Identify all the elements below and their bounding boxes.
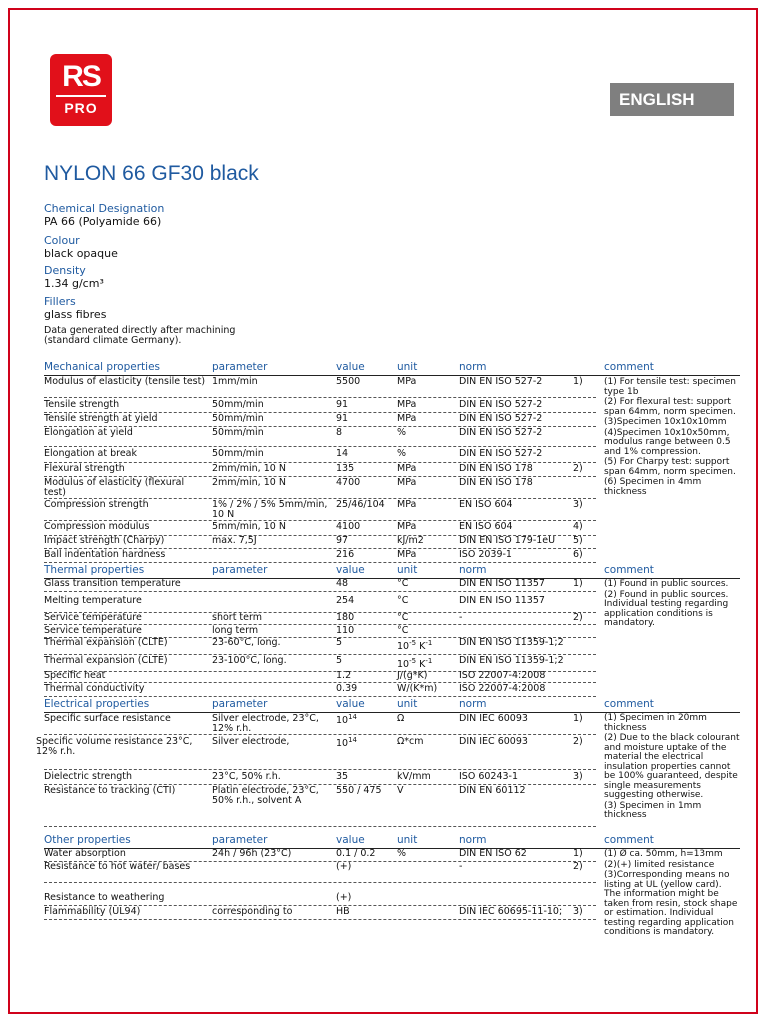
unit-tail-exponent: -1	[425, 657, 433, 665]
unit-cell	[397, 449, 457, 459]
value-text: 1.2	[336, 670, 352, 681]
value-text: 4700	[336, 477, 361, 488]
unit-cell	[397, 786, 457, 796]
unit-text: V	[397, 785, 404, 796]
property-name: Specific volume resistance 23°C, 12% r.h.	[36, 736, 193, 757]
section-title: Electrical properties	[44, 698, 150, 710]
col-parameter: parameter	[212, 698, 268, 710]
value-text: 180	[336, 612, 355, 623]
col-norm: norm	[459, 698, 487, 710]
parameter-cell: Silver electrode,	[212, 736, 290, 747]
col-parameter: parameter	[212, 834, 268, 846]
comment-note: (1) Found in public sources.	[604, 579, 729, 589]
norm-cell: DIN EN ISO 179-1eU	[459, 535, 556, 546]
value-text: 10	[336, 715, 349, 726]
table-row	[44, 579, 596, 592]
reference-cell: 1)	[573, 376, 583, 387]
colour-label: Colour	[44, 234, 80, 247]
norm-cell: DIN EN ISO 62	[459, 848, 527, 859]
table-row	[44, 400, 596, 413]
value-cell	[336, 713, 396, 726]
norm-cell: EN ISO 604	[459, 521, 513, 532]
unit-text: 10	[397, 641, 410, 652]
value-text: 5500	[336, 376, 361, 387]
comment-note: (3) Specimen in 1mm thickness	[604, 800, 702, 820]
col-norm: norm	[459, 361, 487, 373]
value-text: 8	[336, 427, 343, 438]
reference-cell: 5)	[573, 535, 583, 546]
unit-text: MPa	[397, 463, 417, 474]
unit-cell	[397, 522, 457, 532]
norm-cell: DIN EN ISO 178	[459, 463, 533, 474]
reference-cell: 2)	[573, 736, 583, 747]
comment-note: (1) For tensile test: specimen type 1b	[604, 377, 736, 397]
value-cell	[336, 550, 396, 560]
col-comment: comment	[604, 564, 654, 576]
unit-text: MPa	[397, 549, 417, 560]
parameter-cell: 24h / 96h (23°C)	[212, 848, 292, 859]
parameter-cell: long term	[212, 625, 259, 636]
property-name: Compression modulus	[44, 521, 150, 532]
parameter-cell: 1% / 2% / 5% 5mm/min, 10 N	[212, 499, 328, 520]
property-name: Ball indentation hardness	[44, 549, 166, 560]
property-name: Flammability (UL94)	[44, 906, 141, 917]
table-row	[44, 862, 596, 883]
parameter-cell: Platin electrode, 23°C, 50% r.h., solvent A	[212, 785, 319, 806]
unit-text: MPa	[397, 399, 417, 410]
value-cell	[336, 500, 396, 510]
reference-cell: 3)	[573, 906, 583, 917]
col-unit: unit	[397, 834, 418, 846]
value-text: 91	[336, 413, 349, 424]
value-cell	[336, 772, 396, 782]
property-name: Glass transition temperature	[44, 578, 181, 589]
table-row	[44, 449, 596, 463]
electrical-comments	[604, 714, 740, 822]
col-parameter: parameter	[212, 361, 268, 373]
parameter-cell: 5mm/min, 10 N	[212, 521, 286, 532]
table-row	[44, 714, 596, 735]
chemical-designation-value: PA 66 (Polyamide 66)	[44, 215, 162, 228]
property-name: Thermal expansion (CLTE)	[44, 655, 168, 666]
electrical-header	[44, 699, 740, 713]
norm-cell: DIN EN ISO 527-2	[459, 413, 543, 424]
property-name: Specific surface resistance	[44, 713, 171, 724]
unit-exponent: -5	[409, 657, 417, 665]
unit-text: Ω*cm	[397, 736, 424, 747]
value-text: 0.1 / 0.2	[336, 848, 376, 859]
comment-note: (1) Specimen in 20mm thickness	[604, 713, 707, 733]
value-cell	[336, 638, 396, 648]
unit-cell	[397, 639, 457, 652]
unit-text: °C	[397, 612, 409, 623]
comment-note: (2) For flexural test: support span 64mm, norm specimen.	[604, 397, 736, 417]
value-exponent: 14	[348, 713, 358, 721]
value-cell	[336, 428, 396, 438]
norm-cell: DIN EN ISO 11359-1;2	[459, 655, 564, 666]
col-comment: comment	[604, 361, 654, 373]
value-cell	[336, 613, 396, 623]
value-text: 110	[336, 625, 355, 636]
unit-text: °C	[397, 625, 409, 636]
parameter-cell: 50mm/min	[212, 448, 264, 459]
comment-note: (4)Specimen 10x10x50mm, modulus range between 0.5 and 1% compression.	[604, 427, 731, 457]
table-row	[44, 613, 596, 625]
property-name: Modulus of elasticity (flexural test)	[44, 477, 185, 498]
table-row	[44, 786, 596, 827]
table-row	[44, 638, 596, 655]
reference-cell: 2)	[573, 861, 583, 872]
parameter-cell: 50mm/min	[212, 427, 264, 438]
logo-rs-text: RS	[62, 60, 100, 93]
value-cell	[336, 596, 396, 606]
density-value: 1.34 g/cm³	[44, 277, 104, 290]
reference-cell: 2)	[573, 612, 583, 623]
unit-cell	[397, 414, 457, 424]
value-text: 10	[336, 738, 349, 749]
norm-cell: -	[459, 612, 463, 623]
property-name: Tensile strength at yield	[44, 413, 158, 424]
colour-value: black opaque	[44, 247, 118, 260]
property-name: Melting temperature	[44, 595, 142, 606]
value-text: (+)	[336, 861, 352, 872]
unit-text: °C	[397, 595, 409, 606]
col-value: value	[336, 698, 365, 710]
norm-cell: DIN EN ISO 11359-1;2	[459, 637, 564, 648]
value-cell	[336, 907, 396, 917]
parameter-cell: short term	[212, 612, 262, 623]
unit-text: MPa	[397, 376, 417, 387]
comment-note: (2)(+) limited resistance	[604, 859, 715, 870]
norm-cell: DIN EN ISO 11357	[459, 595, 545, 606]
norm-cell: DIN IEC 60695-11-10;	[459, 906, 563, 917]
value-cell	[336, 478, 396, 488]
note-line-2: (standard climate Germany).	[44, 335, 182, 346]
unit-text: MPa	[397, 413, 417, 424]
table-row	[44, 464, 596, 477]
value-cell	[336, 522, 396, 532]
norm-cell: ISO 22007-4:2008	[459, 670, 546, 681]
property-name: Compression strength	[44, 499, 149, 510]
fillers-label: Fillers	[44, 295, 76, 308]
unit-tail: K	[416, 659, 426, 670]
value-text: (+)	[336, 892, 352, 903]
table-row	[44, 522, 596, 536]
value-cell	[336, 579, 396, 589]
col-comment: comment	[604, 698, 654, 710]
logo-pro-text: PRO	[64, 100, 98, 116]
table-row	[44, 536, 596, 549]
comment-note: (3)Corresponding means no listing at UL (yellow card). The information might be taken from resin, stock shape or estimation. Individual testing regarding application conditions is mandatory.	[604, 870, 738, 937]
norm-cell: EN ISO 604	[459, 499, 513, 510]
norm-cell: ISO 2039-1	[459, 549, 512, 560]
rs-pro-logo	[50, 54, 112, 126]
unit-cell	[397, 714, 457, 724]
thermal-comments	[604, 580, 740, 630]
comment-note: (5) For Charpy test: support span 64mm, norm specimen.	[604, 457, 736, 477]
unit-cell	[397, 596, 457, 606]
unit-text: 10	[397, 659, 410, 670]
parameter-cell: 23°C, 50% r.h.	[212, 771, 281, 782]
property-name: Impact strength (Charpy)	[44, 535, 165, 546]
norm-cell: DIN IEC 60093	[459, 736, 528, 747]
value-cell	[336, 736, 396, 749]
property-name: Thermal conductivity	[44, 683, 145, 694]
value-text: 5	[336, 655, 343, 666]
comment-note: (6) Specimen in 4mm thickness	[604, 477, 702, 497]
unit-cell	[397, 400, 457, 410]
col-norm: norm	[459, 564, 487, 576]
col-unit: unit	[397, 564, 418, 576]
unit-cell	[397, 849, 457, 859]
value-text: 0.39	[336, 683, 358, 694]
table-row	[44, 478, 596, 499]
value-text: 97	[336, 535, 349, 546]
property-name: Elongation at break	[44, 448, 138, 459]
unit-text: MPa	[397, 477, 417, 488]
logo-divider	[56, 95, 106, 97]
value-cell	[336, 377, 396, 387]
norm-cell: DIN EN 60112	[459, 785, 526, 796]
unit-cell	[397, 478, 457, 488]
property-name: Tensile strength	[44, 399, 120, 410]
property-name: Thermal expansion (CLTE)	[44, 637, 168, 648]
unit-cell	[397, 684, 457, 694]
unit-cell	[397, 737, 457, 747]
unit-tail-exponent: -1	[425, 639, 433, 647]
unit-cell	[397, 536, 457, 546]
table-row	[44, 500, 596, 521]
unit-text: MPa	[397, 521, 417, 532]
unit-cell	[397, 464, 457, 474]
value-cell	[336, 893, 396, 903]
parameter-cell: 23-60°C, long.	[212, 637, 281, 648]
unit-cell	[397, 500, 457, 510]
machining-note	[44, 326, 304, 346]
norm-cell: DIN EN ISO 527-2	[459, 399, 543, 410]
value-cell	[336, 671, 396, 681]
parameter-cell: 1mm/min	[212, 376, 258, 387]
comment-note: (2) Found in public sources. Individual testing regarding application conditions is mandatory.	[604, 589, 729, 628]
unit-text: %	[397, 848, 407, 859]
unit-text: W/(K*m)	[397, 683, 438, 694]
value-cell	[336, 656, 396, 666]
table-row	[44, 907, 596, 920]
comment-note: (3)Specimen 10x10x10mm	[604, 417, 727, 427]
note-line-1: Data generated directly after machining	[44, 325, 236, 336]
unit-cell	[397, 671, 457, 681]
property-name: Resistance to weathering	[44, 892, 165, 903]
value-text: 91	[336, 399, 349, 410]
value-cell	[336, 862, 396, 872]
parameter-cell: max. 7,5J	[212, 535, 257, 546]
language-badge: ENGLISH	[610, 83, 734, 116]
section-title: Other properties	[44, 834, 131, 846]
section-title: Mechanical properties	[44, 361, 160, 373]
value-cell	[336, 849, 396, 859]
parameter-cell: 2mm/min, 10 N	[212, 463, 286, 474]
mechanical-comments	[604, 378, 740, 498]
value-text: 216	[336, 549, 355, 560]
unit-text: °C	[397, 578, 409, 589]
unit-text: Ω	[397, 713, 405, 724]
unit-cell	[397, 579, 457, 589]
property-name: Elongation at yield	[44, 427, 133, 438]
norm-cell: DIN EN ISO 11357	[459, 578, 545, 589]
table-row	[44, 893, 596, 906]
parameter-cell: Silver electrode, 23°C, 12% r.h.	[212, 713, 319, 734]
value-text: HB	[336, 906, 350, 917]
unit-cell	[397, 772, 457, 782]
norm-cell: DIN EN ISO 527-2	[459, 376, 543, 387]
unit-cell	[397, 428, 457, 438]
property-name: Dielectric strength	[44, 771, 133, 782]
table-row	[44, 414, 596, 427]
unit-exponent: -5	[409, 639, 417, 647]
value-text: 48	[336, 578, 349, 589]
col-value: value	[336, 834, 365, 846]
reference-cell: 1)	[573, 848, 583, 859]
norm-cell: ISO 60243-1	[459, 771, 519, 782]
thermal-header	[44, 565, 740, 579]
property-name: Water absorption	[44, 848, 126, 859]
fillers-value: glass fibres	[44, 308, 107, 321]
value-text: 550 / 475	[336, 785, 382, 796]
product-title: NYLON 66 GF30 black	[44, 162, 259, 185]
other-header	[44, 835, 740, 849]
value-text: 135	[336, 463, 355, 474]
value-cell	[336, 684, 396, 694]
parameter-cell: corresponding to	[212, 906, 293, 917]
table-row	[44, 428, 596, 447]
table-row	[44, 377, 596, 398]
mechanical-header	[44, 362, 740, 376]
property-name: Resistance to hot water/ bases	[44, 861, 191, 872]
reference-cell: 3)	[573, 499, 583, 510]
value-exponent: 14	[348, 736, 358, 744]
reference-cell: 1)	[573, 578, 583, 589]
col-value: value	[336, 564, 365, 576]
value-cell	[336, 414, 396, 424]
property-name: Flexural strength	[44, 463, 125, 474]
table-row	[44, 671, 596, 683]
unit-text: %	[397, 448, 407, 459]
chemical-designation-label: Chemical Designation	[44, 202, 165, 215]
unit-text: kJ/m2	[397, 535, 424, 546]
other-comments	[604, 850, 740, 939]
property-name: Service temperature	[44, 612, 142, 623]
unit-cell	[397, 613, 457, 623]
value-cell	[336, 786, 396, 796]
table-row	[44, 772, 596, 785]
reference-cell: 6)	[573, 549, 583, 560]
col-norm: norm	[459, 834, 487, 846]
norm-cell: DIN EN ISO 527-2	[459, 448, 543, 459]
comment-note: (1) Ø ca. 50mm, h=13mm	[604, 849, 723, 859]
value-text: 25/46/104	[336, 499, 385, 510]
parameter-cell: 50mm/min	[212, 413, 264, 424]
unit-cell	[397, 626, 457, 636]
unit-tail: K	[416, 641, 426, 652]
norm-cell: -	[459, 861, 463, 872]
property-name: Resistance to tracking (CTI)	[44, 785, 176, 796]
value-text: 5	[336, 637, 343, 648]
unit-cell	[397, 377, 457, 387]
value-text: 254	[336, 595, 355, 606]
col-value: value	[336, 361, 365, 373]
comment-note: (2) Due to the black colourant and moisture uptake of the material the electrical insulation properties cannot be 100% guaranteed, despite single measurements suggesting otherwise.	[604, 733, 740, 800]
unit-cell	[397, 657, 457, 670]
value-cell	[336, 464, 396, 474]
parameter-cell: 2mm/min, 10 N	[212, 477, 286, 488]
reference-cell: 3)	[573, 771, 583, 782]
value-text: 4100	[336, 521, 361, 532]
property-name: Service temperature	[44, 625, 142, 636]
property-name: Specific heat	[44, 670, 106, 681]
unit-text: MPa	[397, 499, 417, 510]
unit-cell	[397, 550, 457, 560]
col-unit: unit	[397, 361, 418, 373]
col-unit: unit	[397, 698, 418, 710]
norm-cell: ISO 22007-4:2008	[459, 683, 546, 694]
parameter-cell: 23-100°C, long.	[212, 655, 287, 666]
norm-cell: DIN EN ISO 527-2	[459, 427, 543, 438]
unit-text: kV/mm	[397, 771, 431, 782]
value-cell	[336, 449, 396, 459]
value-text: 14	[336, 448, 349, 459]
table-row	[44, 550, 596, 563]
section-title: Thermal properties	[44, 564, 145, 576]
table-row	[36, 736, 596, 770]
norm-cell: DIN EN ISO 178	[459, 477, 533, 488]
unit-text: J/(g*K)	[397, 670, 428, 681]
col-parameter: parameter	[212, 564, 268, 576]
value-cell	[336, 626, 396, 636]
col-comment: comment	[604, 834, 654, 846]
density-label: Density	[44, 264, 86, 277]
reference-cell: 1)	[573, 713, 583, 724]
norm-cell: DIN IEC 60093	[459, 713, 528, 724]
value-cell	[336, 400, 396, 410]
unit-text: %	[397, 427, 407, 438]
value-cell	[336, 536, 396, 546]
reference-cell: 2)	[573, 463, 583, 474]
value-text: 35	[336, 771, 349, 782]
table-row	[44, 596, 596, 613]
reference-cell: 4)	[573, 521, 583, 532]
property-name: Modulus of elasticity (tensile test)	[44, 376, 206, 387]
table-row	[44, 684, 596, 697]
parameter-cell: 50mm/min	[212, 399, 264, 410]
